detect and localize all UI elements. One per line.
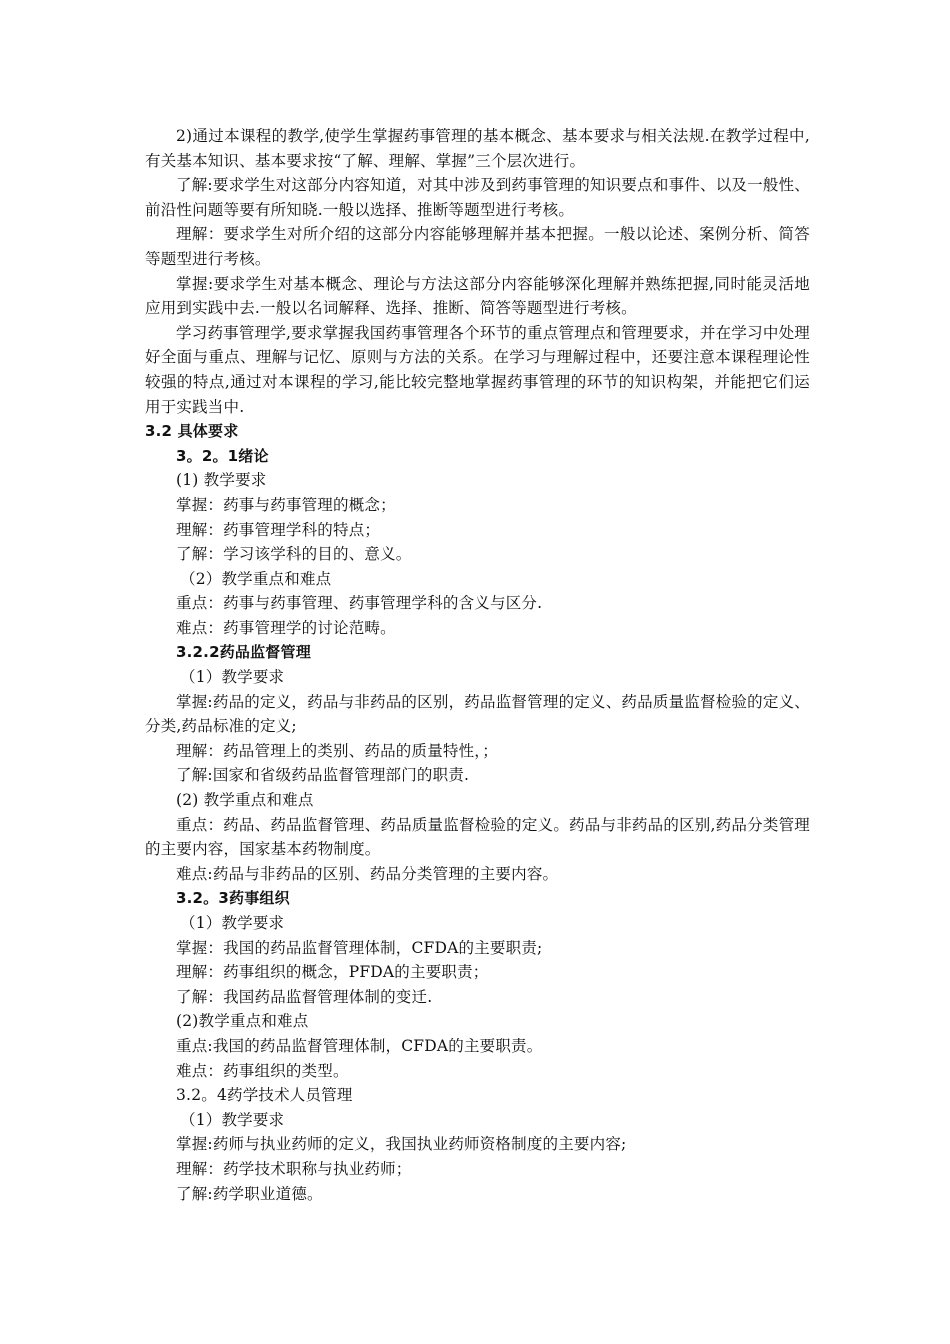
understand-item: 理解：药事管理学科的特点； bbox=[176, 520, 381, 539]
key-points-heading: （2）教学重点和难点 bbox=[180, 569, 332, 588]
teaching-requirements-heading: (1) 教学要求 bbox=[176, 471, 267, 490]
teaching-requirements-heading: （1）教学要求 bbox=[180, 1110, 285, 1129]
know-item: 了解:国家和省级药品监督管理部门的职责. bbox=[176, 766, 470, 785]
know-item: 了解：学习该学科的目的、意义。 bbox=[176, 545, 412, 564]
section-heading-specific-requirements: 3.2 具体要求 bbox=[145, 422, 239, 441]
document-body bbox=[145, 124, 810, 1206]
paragraph-master-definition: 掌握:要求学生对基本概念、理论与方法这部分内容能够深化理解并熟练把握,同时能灵活地应用到实践中去.一般以名词解释、选择、推断、简答等题型进行考核。 bbox=[145, 274, 810, 318]
teaching-requirements-heading: （1）教学要求 bbox=[180, 914, 285, 932]
key-point-item: 重点：药事与药事管理、药事管理学科的含义与区分. bbox=[176, 594, 543, 613]
key-point-item: 重点：药品、药品监督管理、药品质量监督检验的定义。药品与非药品的区别,药品分类管理的主要内容，国家基本药物制度。 bbox=[145, 815, 810, 859]
difficult-point-item: 难点：药事管理学的讨论范畴。 bbox=[176, 618, 396, 637]
subsection-heading-pharmacy-personnel: 3.2。4药学技术人员管理 bbox=[176, 1086, 353, 1105]
master-item: 掌握:药品的定义，药品与非药品的区别，药品监督管理的定义、药品质量监督检验的定义、分类,药品标准的定义; bbox=[145, 692, 810, 736]
subsection-heading-introduction: 3。2。1绪论 bbox=[176, 446, 269, 465]
difficult-point-item: 难点：药事组织的类型。 bbox=[176, 1061, 349, 1080]
difficult-point-item: 难点:药品与非药品的区别、药品分类管理的主要内容。 bbox=[176, 864, 559, 883]
teaching-requirements-heading: （1）教学要求 bbox=[180, 668, 285, 687]
paragraph-objective: 2)通过本课程的教学,使学生掌握药事管理的基本概念、基本要求与相关法规.在教学过程中,有关基本知识、基本要求按“了解、理解、掌握”三个层次进行。 bbox=[145, 127, 810, 170]
master-item: 掌握:药师与执业药师的定义，我国执业药师资格制度的主要内容; bbox=[176, 1135, 627, 1154]
paragraph-study-guidance: 学习药事管理学,要求掌握我国药事管理各个环节的重点管理点和管理要求，并在学习中处理好全面与重点、理解与记忆、原则与方法的关系。在学习与理解过程中，还要注意本课程理论性较强的特点,通过对本课程的学习,能比较完整地掌握药事管理的环节的知识构架，并能把它们运用于实践当中. bbox=[145, 323, 810, 416]
understand-item: 理解：药事组织的概念，PFDA的主要职责； bbox=[176, 963, 489, 982]
know-item: 了解:药学职业道德。 bbox=[176, 1184, 323, 1203]
subsection-heading-pharmacy-organization: 3.2。3药事组织 bbox=[176, 889, 290, 908]
understand-item: 理解：药品管理上的类别、药品的质量特性，； bbox=[176, 741, 498, 760]
paragraph-know-definition: 了解:要求学生对这部分内容知道，对其中涉及到药事管理的知识要点和事件、以及一般性、前沿性问题等要有所知晓.一般以选择、推断等题型进行考核。 bbox=[145, 176, 810, 219]
key-points-heading: (2)教学重点和难点 bbox=[176, 1012, 309, 1031]
know-item: 了解：我国药品监督管理体制的变迁. bbox=[176, 987, 433, 1006]
master-item: 掌握：药事与药事管理的概念； bbox=[176, 495, 396, 514]
master-item: 掌握：我国的药品监督管理体制，CFDA的主要职责; bbox=[176, 938, 543, 957]
paragraph-understand-definition: 理解：要求学生对所介绍的这部分内容能够理解并基本把握。一般以论述、案例分析、简答等题型进行考核。 bbox=[145, 225, 810, 268]
key-points-heading: (2) 教学重点和难点 bbox=[176, 791, 314, 810]
subsection-heading-drug-supervision: 3.2.2药品监督管理 bbox=[176, 643, 311, 662]
understand-item: 理解：药学技术职称与执业药师； bbox=[176, 1159, 412, 1178]
key-point-item: 重点:我国的药品监督管理体制，CFDA的主要职责。 bbox=[176, 1036, 543, 1055]
